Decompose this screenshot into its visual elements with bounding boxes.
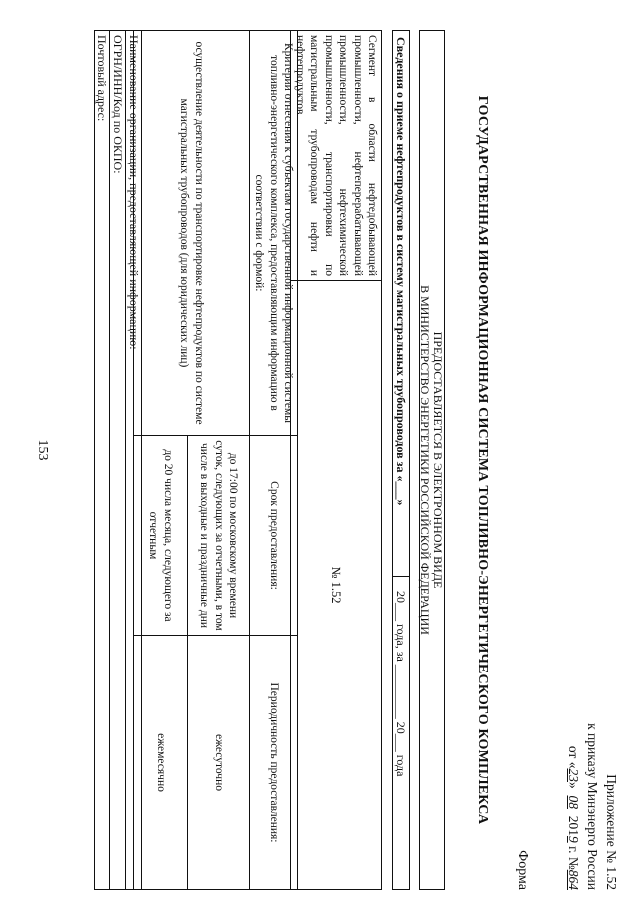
date-year-suffix: г. № — [566, 842, 582, 870]
order-number: 864 — [566, 869, 582, 890]
segment-number: № 1.52 — [290, 281, 381, 890]
org-name-field: Наименование организации, предоставляющей информацию: — [126, 30, 142, 890]
header-criteria: Критерии отнесения к субъектам государственной информационной системы топливно-энергетического комплекса, предоставляющим информацию в соответствии с формой: — [249, 31, 297, 436]
footer-fields — [94, 30, 142, 890]
criteria-table — [133, 30, 298, 890]
main-title: ГОСУДАРСТВЕННАЯ ИНФОРМАЦИОННАЯ СИСТЕМА ТОПЛИВНО-ЭНЕРГЕТИЧЕСКОГО КОМПЛЕКСА — [475, 95, 490, 825]
periodicity-cell: ежемесячно — [133, 636, 187, 890]
date-year-digit: 9 — [566, 835, 582, 843]
date-year-prefix: 201 — [566, 815, 582, 836]
segment-text: Сегмент в области нефтедобывающей промышленности, нефтеперерабатывающей промышленности, нефтехимической промышленности, транспортировки по магистральным трубопроводам нефти и нефтепродуктов — [290, 31, 381, 281]
date-mid: » — [566, 781, 582, 789]
appendix-header — [563, 620, 620, 890]
appendix-order: к приказу Минэнерго России — [585, 723, 601, 890]
report-title-box — [392, 30, 410, 890]
report-period: 20___ года, за _________ 20___ года — [394, 591, 408, 777]
present-line-1: ПРЕДОСТАВЛЯЕТСЯ В ЭЛЕКТРОННОМ ВИДЕ — [431, 331, 445, 589]
deadline-cell: до 17:00 по московскому времени суток, следующих за отчетными, в том числе в выходные и праздничные дни — [187, 436, 249, 636]
deadline-cell: до 20 числа месяца, следующего за отчетным — [133, 436, 187, 636]
date-month: 08 — [566, 795, 582, 809]
present-line-2: В МИНИСТЕРСТВО ЭНЕРГЕТИКИ РОССИЙСКОЙ ФЕДЕРАЦИИ — [418, 285, 432, 635]
periodicity-cell: ежесуточно — [187, 636, 249, 890]
header-periodicity: Периодичность предоставления: — [249, 636, 297, 890]
ogrn-field: ОГРН/ИНН/Код по ОКПО: — [110, 30, 126, 890]
date-day: 23 — [566, 768, 582, 782]
header-deadline: Срок предоставления: — [249, 436, 297, 636]
criterion-cell: осуществление деятельности по транспортировке нефтепродуктов по системе магистральных трубопроводов (для юридических лиц) — [133, 31, 249, 436]
address-field: Почтовый адрес: — [94, 30, 110, 890]
page-number: 153 — [35, 439, 50, 461]
appendix-title: Приложение № 1.52 — [604, 774, 619, 890]
segment-table — [290, 30, 382, 890]
date-prefix: от « — [566, 745, 582, 769]
segment-row — [290, 31, 381, 890]
criteria-header-row — [249, 31, 297, 890]
table-row — [187, 31, 249, 890]
report-title: Сведения о приеме нефтепродуктов в систему магистральных трубопроводов за «___» — [394, 37, 408, 506]
report-divider — [393, 576, 409, 577]
present-box — [419, 30, 445, 890]
appendix-date-line — [563, 620, 582, 890]
form-label: Форма — [515, 850, 530, 890]
